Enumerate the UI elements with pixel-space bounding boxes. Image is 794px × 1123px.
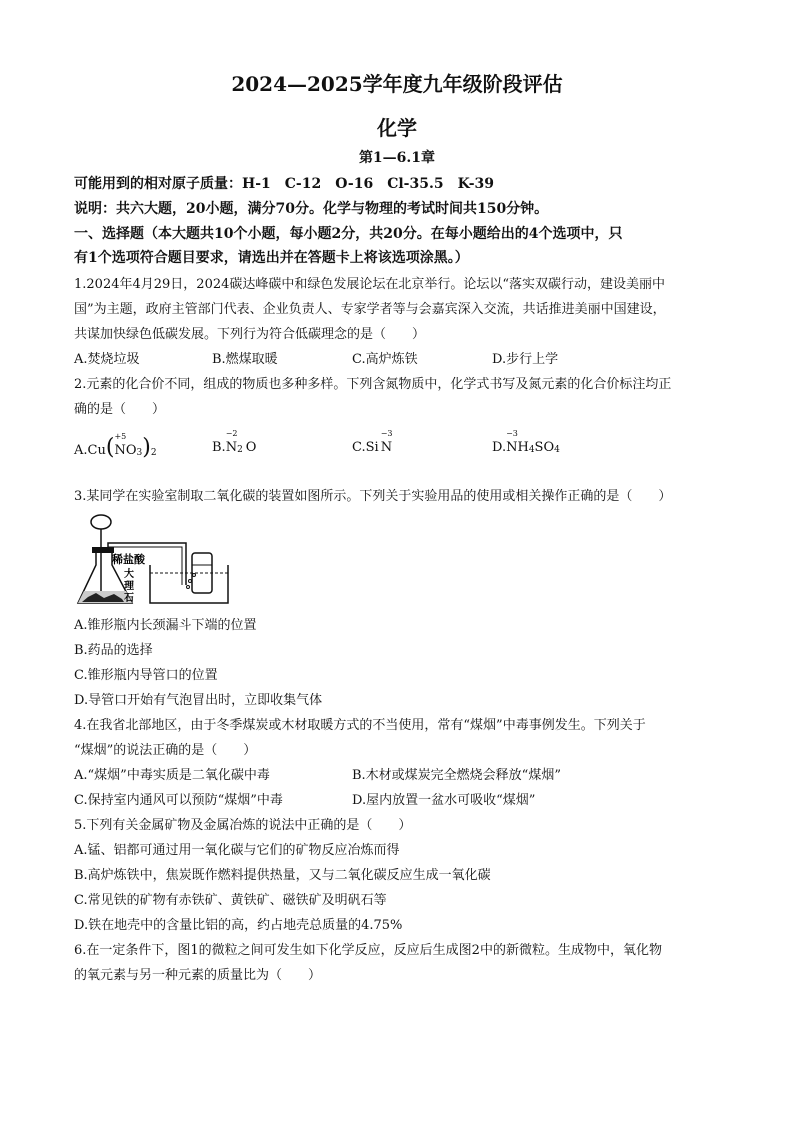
q2-option-a xyxy=(74,432,157,460)
q2-option-c xyxy=(352,429,393,455)
q2-a-open-paren: ( xyxy=(105,435,115,460)
q2-d-h: H xyxy=(517,440,529,455)
label-acid: 稀盐酸 xyxy=(112,553,145,566)
q2-a-close-paren: ) xyxy=(142,435,151,460)
q3-stem: 3.某同学在实验室制取二氧化碳的装置如图所示。下列关于实验用品的使用或相关操作正确的是（ ） xyxy=(74,489,672,504)
subject-title: 化学 xyxy=(377,116,417,140)
q1-option-d: D.步行上学 xyxy=(492,352,559,367)
bubble xyxy=(193,574,196,577)
q4-option-d: D.屋内放置一盆水可吸收“煤烟” xyxy=(352,793,536,808)
q4-line1: 4.在我省北部地区，由于冬季煤炭或木材取暖方式的不当使用，常有“煤烟”中毒事例发生。下列关于 xyxy=(74,718,646,733)
q2-a-cu: Cu xyxy=(87,443,106,458)
section1-line2: 有1个选项符合题目要求，请选出并在答题卡上将该选项涂黑。） xyxy=(74,250,469,266)
q2-c-label: C. xyxy=(352,440,366,455)
q2-c-n: −3 N xyxy=(380,429,393,455)
chapter-range: 第1—6.1章 xyxy=(358,150,436,166)
q6-line1: 6.在一定条件下，图1的微粒之间可发生如下化学反应，反应后生成图2中的新微粒。生成物中，氧化物 xyxy=(74,943,662,958)
atomic-mass-line: 可能用到的相对原子质量：H-1 C-12 O-16 Cl-35.5 K-39 xyxy=(74,176,495,192)
q1-option-a: A.焚烧垃圾 xyxy=(74,352,140,367)
q2-a-label: A. xyxy=(74,443,88,458)
bubble xyxy=(189,580,192,583)
q2-b-n: −2 N xyxy=(225,429,238,455)
q1-line2: 国”为主题，政府主管部门代表、企业负责人、专家学者等与会嘉宾深入交流，共话推进美丽中国建设， xyxy=(74,302,666,317)
q2-d-so-sub: 4 xyxy=(554,445,560,455)
q2-d-h-sub: 4 xyxy=(528,445,535,455)
q3-option-c: C.锥形瓶内导管口的位置 xyxy=(74,668,218,683)
q2-d-n: −3 N xyxy=(506,429,518,455)
q2-c-si: Si xyxy=(365,440,379,455)
q2-line2: 确的是（ ） xyxy=(74,402,166,417)
stopper xyxy=(92,547,114,553)
q5-option-c: C.常见铁的矿物有赤铁矿、黄铁矿、磁铁矿及明矾石等 xyxy=(74,893,387,908)
q1-line3: 共谋加快绿色低碳发展。下列行为符合低碳理念的是（ ） xyxy=(74,327,426,342)
q3-option-d: D.导管口开始有气泡冒出时，立即收集气体 xyxy=(74,693,323,708)
q4-option-c: C.保持室内通风可以预防“煤烟”中毒 xyxy=(74,793,283,808)
q3-option-a: A.锥形瓶内长颈漏斗下端的位置 xyxy=(74,618,257,633)
q2-d-label: D. xyxy=(492,440,507,455)
bubble xyxy=(187,586,190,589)
q2-d-so: SO xyxy=(534,440,555,455)
q2-b-n-sub: 2 xyxy=(237,445,243,455)
q5-option-b: B.高炉炼铁中，焦炭既作燃料提供热量，又与二氧化碳反应生成一氧化碳 xyxy=(74,868,491,883)
q2-b-label: B. xyxy=(212,440,226,455)
q2-a-o: O xyxy=(125,443,137,458)
q2-line1: 2.元素的化合价不同，组成的物质也多种多样。下列含氮物质中，化学式书写及氮元素的化合价标注均正 xyxy=(74,377,672,392)
q1-option-c: C.高炉炼铁 xyxy=(352,352,418,367)
q4-option-a: A.“煤烟”中毒实质是二氧化碳中毒 xyxy=(74,768,270,783)
q2-a-n: +5 N xyxy=(114,432,127,458)
q2-a-o-sub: 3 xyxy=(136,448,143,458)
q2-a-outer-sub: 2 xyxy=(150,448,157,458)
q2-option-d xyxy=(492,429,560,455)
q2-b-o: O xyxy=(245,440,257,455)
funnel-bulb xyxy=(91,515,111,529)
q6-line2: 的氧元素与另一种元素的质量比为（ ） xyxy=(74,968,322,983)
q4-option-b: B.木材或煤炭完全燃烧会释放“煤烟” xyxy=(352,768,561,783)
q4-line2: “煤烟”的说法正确的是（ ） xyxy=(74,743,257,758)
exam-title: 2024—2025学年度九年级阶段评估 xyxy=(231,72,563,96)
water-trough xyxy=(150,565,228,603)
label-marble-3: 石 xyxy=(124,593,134,604)
q5-stem: 5.下列有关金属矿物及金属冶炼的说法中正确的是（ ） xyxy=(74,818,412,833)
q5-option-a: A.锰、铝都可通过用一氧化碳与它们的矿物反应冶炼而得 xyxy=(74,843,400,858)
q3-option-b: B.药品的选择 xyxy=(74,643,153,658)
q1-line1: 1.2024年4月29日，2024碳达峰碳中和绿色发展论坛在北京举行。论坛以“落实双碳行动，建设美丽中 xyxy=(74,277,666,292)
q1-option-b: B.燃煤取暖 xyxy=(212,352,278,367)
label-marble-1: 大 xyxy=(124,569,134,580)
exam-note: 说明：共六大题，20小题，满分70分。化学与物理的考试时间共150分钟。 xyxy=(74,201,549,217)
label-marble-2: 理 xyxy=(124,581,134,592)
co2-apparatus-diagram xyxy=(74,507,236,607)
q2-option-b xyxy=(212,429,257,455)
section1-line1: 一、选择题（本大题共10个小题，每小题2分，共20分。在每小题给出的4个选项中，只 xyxy=(74,226,623,242)
q5-option-d: D.铁在地壳中的含量比铝的高，约占地壳总质量的4.75% xyxy=(74,918,403,933)
